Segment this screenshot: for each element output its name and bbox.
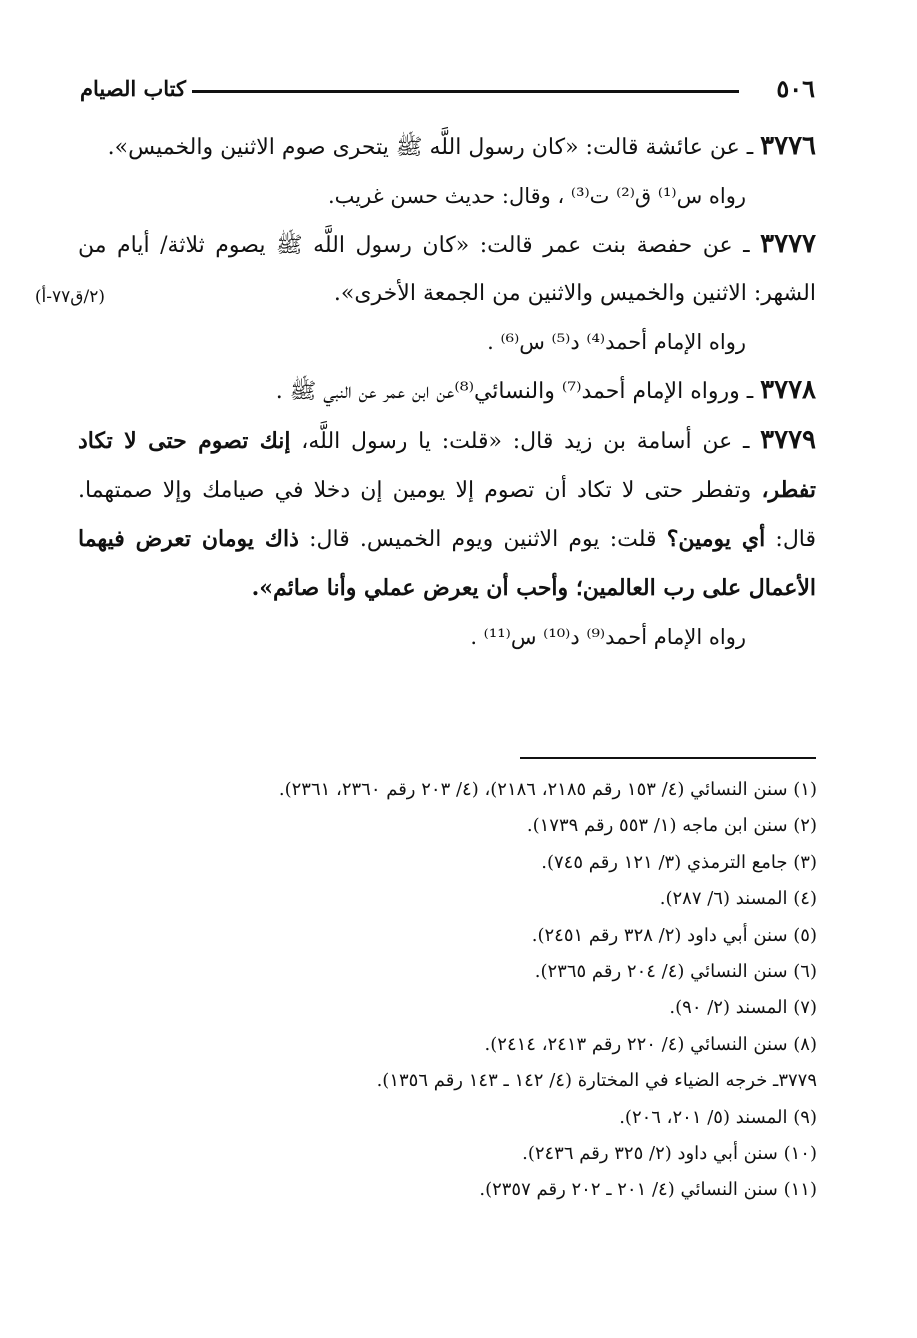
hadith-number: ٣٧٧٦ [760,131,816,161]
hadith-text-bold: إنك تصوم حتى لا تكاد تفطر، [78,428,816,503]
footnote: (١) سنن النسائي (٤/ ١٥٣ رقم ٢١٨٥، ٢١٨٦)، (٤/ ٢٠٣ رقم ٢٣٦٠، ٢٣٦١). [278,779,817,800]
hadith-text: ـ ورواه الإمام أحمد⁽⁷⁾ والنسائي⁽⁸⁾عن ابن عمر عن النبي ﷺ . [275,379,761,404]
page-number: ٥٠٦ [776,74,815,103]
footnotes [117,772,817,1209]
running-header [80,72,815,106]
hadith-number: ٣٧٧٨ [760,375,816,405]
hadith-text: ـ عن أسامة بن زيد قال: «قلت: يا رسول اللَّه، [290,429,761,454]
footnote: (٤) المسند (٦/ ٢٨٧). [659,888,817,910]
hadith-number: ٣٧٧٧ [760,229,816,259]
footnote-separator [520,757,816,759]
footnote: (٨) سنن النسائي (٤/ ٢٢٠ رقم ٢٤١٣، ٢٤١٤). [484,1033,817,1055]
hadith-text: ـ عن حفصة بنت عمر قالت: «كان رسول اللَّه ﷺ يصوم ثلاثة/ أيام من الشهر: الاثنين والخميس والاثنين من الجمعة الأخرى». [78,233,816,306]
footnote: ٣٧٧٩ـ خرجه الضياء في المختارة (٤/ ١٤٢ ـ ١٤٣ رقم ١٣٥٦). [376,1070,817,1092]
hadith-text: وتفطر حتى لا تكاد أن تصوم إلا يومين إن دخلا في صيامك وإلا صمتهما. قال: [78,478,817,552]
footnote: (٦) سنن النسائي (٤/ ٢٠٤ رقم ٢٣٦٥). [534,961,817,983]
footnote: (٥) سنن أبي داود (٢/ ٣٢٨ رقم ٢٤٥١). [531,924,817,946]
hadith-text: ـ عن عائشة قالت: «كان رسول اللَّه ﷺ يتحرى صوم الاثنين والخميس». [107,135,761,160]
footnote: (١١) سنن النسائي (٤/ ٢٠١ ـ ٢٠٢ رقم ٢٣٥٧). [479,1179,817,1201]
book-title: كتاب الصيام [80,76,186,101]
riwaya-line: رواه س⁽¹⁾ ق⁽²⁾ ت⁽³⁾ ، وقال: حديث حسن غريب. [327,184,746,208]
hadith-text-bold: ذاك يومان تعرض فيهما الأعمال على رب العالمين؛ وأحب أن يعرض عملي وأنا صائم». [78,526,816,601]
hadith-3778 [78,366,816,416]
footnote: (٧) المسند (٢/ ٩٠). [669,997,817,1019]
hadith-3777 [78,220,816,318]
hadith-text: قلت: يوم الاثنين ويوم الخميس. قال: [298,527,667,552]
footnote: (٢) سنن ابن ماجه (١/ ٥٥٣ رقم ١٧٣٩). [526,815,817,837]
hadith-text-bold: أي يومين؟ [666,526,766,552]
hadith-3779 [78,416,816,613]
riwaya-line: رواه الإمام أحمد⁽⁹⁾ د⁽¹⁰⁾ س⁽¹¹⁾ . [470,625,746,649]
header-rule [192,90,739,93]
footnote: (٣) جامع الترمذي (٣/ ١٢١ رقم ٧٤٥). [541,851,817,873]
hadith-3776 [78,122,816,172]
main-text [78,122,816,661]
footnote: (٩) المسند (٥/ ٢٠١، ٢٠٦). [619,1106,817,1128]
footnote: (١٠) سنن أبي داود (٢/ ٣٢٥ رقم ٢٤٣٦). [522,1143,817,1165]
riwaya-line: رواه الإمام أحمد⁽⁴⁾ د⁽⁵⁾ س⁽⁶⁾ . [487,330,746,354]
manuscript-margin-note: (٢/ق٧٧-أ) [34,287,105,307]
hadith-number: ٣٧٧٩ [760,425,817,455]
